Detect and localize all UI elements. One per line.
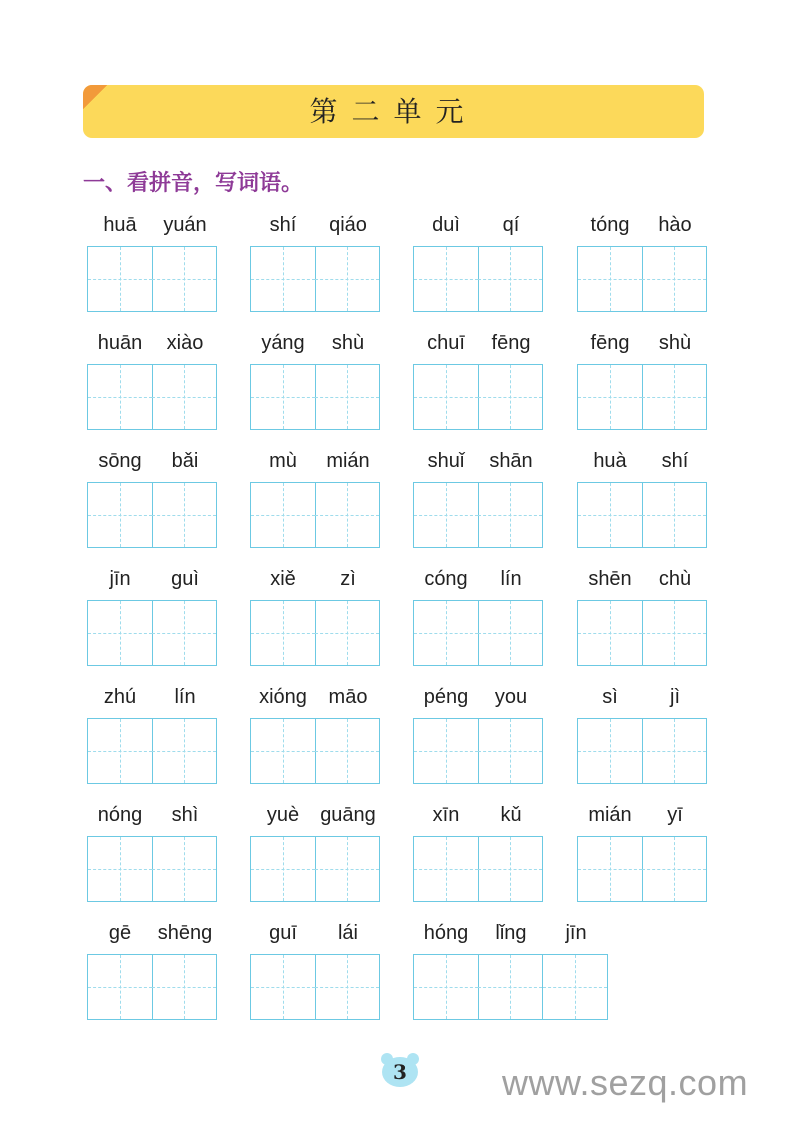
pinyin-syllable: lái — [337, 922, 358, 944]
pinyin-syllable: qiáo — [329, 214, 367, 236]
writing-box[interactable] — [642, 836, 707, 902]
pinyin-syllable: zhú — [103, 686, 137, 708]
writing-box[interactable] — [315, 246, 380, 312]
box-guide-vertical — [674, 483, 675, 547]
writing-box[interactable] — [543, 954, 608, 1020]
box-guide-vertical — [510, 483, 511, 547]
writing-box[interactable] — [152, 246, 217, 312]
box-guide-vertical — [184, 483, 185, 547]
box-guide-vertical — [184, 719, 185, 783]
watermark: www.sezq.com — [502, 1062, 749, 1103]
pinyin-syllable: péng — [423, 686, 469, 708]
writing-box[interactable] — [642, 718, 707, 784]
pinyin-syllable: huā — [103, 214, 137, 236]
box-guide-vertical — [446, 247, 447, 311]
box-guide-vertical — [283, 719, 284, 783]
writing-box[interactable] — [642, 482, 707, 548]
box-guide-vertical — [610, 837, 611, 901]
pinyin-syllable: guī — [269, 922, 297, 944]
writing-box[interactable] — [315, 836, 380, 902]
pinyin-syllable: sōng — [98, 450, 142, 472]
writing-box[interactable] — [642, 364, 707, 430]
pinyin-syllable: yuán — [163, 214, 207, 236]
pinyin-syllable: māo — [328, 686, 368, 708]
writing-box[interactable] — [250, 836, 316, 902]
box-guide-vertical — [347, 837, 348, 901]
writing-box[interactable] — [413, 246, 479, 312]
pinyin-syllable: xiě — [270, 568, 296, 590]
writing-box[interactable] — [152, 600, 217, 666]
writing-box[interactable] — [87, 364, 153, 430]
writing-box[interactable] — [413, 718, 479, 784]
box-guide-vertical — [446, 483, 447, 547]
pinyin-syllable: lǐng — [495, 922, 527, 944]
pinyin-syllable: lín — [174, 686, 196, 708]
pinyin-syllable: hóng — [423, 922, 469, 944]
box-guide-vertical — [120, 247, 121, 311]
writing-box[interactable] — [577, 364, 643, 430]
writing-box[interactable] — [577, 718, 643, 784]
writing-box[interactable] — [250, 600, 316, 666]
box-guide-vertical — [674, 837, 675, 901]
writing-box[interactable] — [478, 718, 543, 784]
box-guide-vertical — [347, 601, 348, 665]
pinyin-syllable: nóng — [97, 804, 143, 826]
writing-box[interactable] — [87, 482, 153, 548]
writing-box[interactable] — [413, 600, 479, 666]
pinyin-syllable: guì — [171, 568, 199, 590]
box-guide-vertical — [283, 483, 284, 547]
page-number-badge — [380, 1053, 420, 1087]
writing-box[interactable] — [315, 718, 380, 784]
pinyin-syllable: fēng — [491, 332, 531, 354]
writing-box[interactable] — [152, 954, 217, 1020]
box-guide-vertical — [283, 601, 284, 665]
pinyin-syllable: bǎi — [171, 450, 199, 472]
pinyin-syllable: jīn — [109, 568, 131, 590]
box-guide-vertical — [446, 719, 447, 783]
pinyin-syllable: shù — [658, 332, 692, 354]
pinyin-syllable: shí — [661, 450, 689, 472]
writing-box[interactable] — [87, 954, 153, 1020]
box-guide-vertical — [347, 719, 348, 783]
pinyin-syllable: chù — [658, 568, 692, 590]
page-number: 3 — [393, 1060, 407, 1084]
box-guide-vertical — [446, 955, 447, 1019]
writing-box[interactable] — [413, 364, 479, 430]
writing-box[interactable] — [478, 482, 543, 548]
box-guide-vertical — [347, 365, 348, 429]
pinyin-syllable: guāng — [320, 804, 376, 826]
writing-box[interactable] — [577, 600, 643, 666]
writing-box[interactable] — [478, 246, 543, 312]
box-guide-vertical — [610, 483, 611, 547]
writing-box[interactable] — [250, 246, 316, 312]
pinyin-syllable: fēng — [590, 332, 630, 354]
pinyin-syllable: hào — [658, 214, 692, 236]
pinyin-syllable: shēng — [157, 922, 213, 944]
pinyin-syllable: yuè — [266, 804, 300, 826]
pinyin-syllable: chuī — [427, 332, 465, 354]
box-guide-vertical — [510, 247, 511, 311]
writing-box[interactable] — [250, 364, 316, 430]
pinyin-syllable: you — [494, 686, 528, 708]
box-guide-vertical — [674, 719, 675, 783]
writing-box[interactable] — [577, 836, 643, 902]
writing-box[interactable] — [87, 600, 153, 666]
writing-box[interactable] — [478, 836, 543, 902]
pinyin-syllable: shuǐ — [427, 450, 465, 472]
box-guide-vertical — [610, 247, 611, 311]
box-guide-vertical — [674, 601, 675, 665]
pinyin-syllable: cóng — [424, 568, 468, 590]
pinyin-syllable: jì — [670, 686, 680, 708]
box-guide-vertical — [575, 955, 576, 1019]
box-guide-vertical — [510, 719, 511, 783]
box-guide-vertical — [674, 365, 675, 429]
box-guide-vertical — [446, 601, 447, 665]
box-guide-vertical — [510, 601, 511, 665]
writing-box[interactable] — [250, 954, 316, 1020]
writing-box[interactable] — [478, 364, 543, 430]
pinyin-syllable: xīn — [432, 804, 460, 826]
box-guide-vertical — [446, 365, 447, 429]
section-heading: 一、看拼音，写词语。 — [83, 171, 304, 196]
box-guide-vertical — [446, 837, 447, 901]
writing-box[interactable] — [315, 482, 380, 548]
pinyin-syllable: shān — [489, 450, 533, 472]
box-guide-vertical — [184, 837, 185, 901]
writing-box[interactable] — [413, 836, 479, 902]
box-guide-vertical — [347, 483, 348, 547]
writing-box[interactable] — [478, 954, 543, 1020]
box-guide-vertical — [184, 601, 185, 665]
box-guide-vertical — [283, 955, 284, 1019]
box-guide-vertical — [120, 719, 121, 783]
pinyin-syllable: sì — [602, 686, 618, 708]
writing-box[interactable] — [250, 482, 316, 548]
unit-title: 第二单元 — [309, 95, 478, 128]
box-guide-vertical — [510, 837, 511, 901]
box-guide-vertical — [610, 601, 611, 665]
box-guide-vertical — [120, 955, 121, 1019]
pinyin-syllable: huà — [593, 450, 627, 472]
pinyin-syllable: yáng — [261, 332, 305, 354]
box-guide-vertical — [120, 483, 121, 547]
writing-box[interactable] — [87, 718, 153, 784]
pinyin-syllable: jīn — [565, 922, 587, 944]
writing-box[interactable] — [315, 954, 380, 1020]
writing-box[interactable] — [152, 836, 217, 902]
writing-box[interactable] — [413, 954, 479, 1020]
pinyin-syllable: yī — [667, 804, 683, 826]
pinyin-syllable: shù — [331, 332, 365, 354]
box-guide-vertical — [120, 365, 121, 429]
box-guide-vertical — [184, 247, 185, 311]
writing-box[interactable] — [152, 482, 217, 548]
pinyin-syllable: tóng — [590, 214, 630, 236]
writing-box[interactable] — [642, 246, 707, 312]
writing-box[interactable] — [642, 600, 707, 666]
box-guide-vertical — [283, 247, 284, 311]
writing-box[interactable] — [315, 600, 380, 666]
box-guide-vertical — [610, 365, 611, 429]
pinyin-syllable: lín — [500, 568, 522, 590]
pinyin-syllable: shì — [171, 804, 199, 826]
box-guide-vertical — [184, 365, 185, 429]
box-guide-vertical — [120, 601, 121, 665]
pinyin-syllable: zì — [340, 568, 356, 590]
box-guide-vertical — [283, 837, 284, 901]
writing-box[interactable] — [315, 364, 380, 430]
box-guide-vertical — [120, 837, 121, 901]
writing-box[interactable] — [478, 600, 543, 666]
pinyin-syllable: xiào — [166, 332, 204, 354]
writing-box[interactable] — [577, 246, 643, 312]
writing-box[interactable] — [413, 482, 479, 548]
pinyin-syllable: mù — [269, 450, 297, 472]
pinyin-syllable: duì — [432, 214, 460, 236]
pinyin-syllable: shí — [269, 214, 297, 236]
writing-box[interactable] — [577, 482, 643, 548]
writing-box[interactable] — [87, 836, 153, 902]
box-guide-vertical — [510, 955, 511, 1019]
pinyin-syllable: kǔ — [500, 804, 522, 826]
writing-box[interactable] — [250, 718, 316, 784]
pinyin-syllable: huān — [97, 332, 143, 354]
pinyin-syllable: mián — [326, 450, 370, 472]
box-guide-vertical — [510, 365, 511, 429]
box-guide-vertical — [283, 365, 284, 429]
writing-box[interactable] — [152, 364, 217, 430]
box-guide-vertical — [184, 955, 185, 1019]
pinyin-syllable: xióng — [259, 686, 307, 708]
pinyin-syllable: mián — [588, 804, 632, 826]
writing-box[interactable] — [152, 718, 217, 784]
box-guide-vertical — [610, 719, 611, 783]
pinyin-syllable: qí — [502, 214, 520, 236]
box-guide-vertical — [674, 247, 675, 311]
box-guide-vertical — [347, 955, 348, 1019]
box-guide-vertical — [347, 247, 348, 311]
pinyin-syllable: gē — [108, 922, 132, 944]
pinyin-syllable: shēn — [588, 568, 632, 590]
writing-box[interactable] — [87, 246, 153, 312]
